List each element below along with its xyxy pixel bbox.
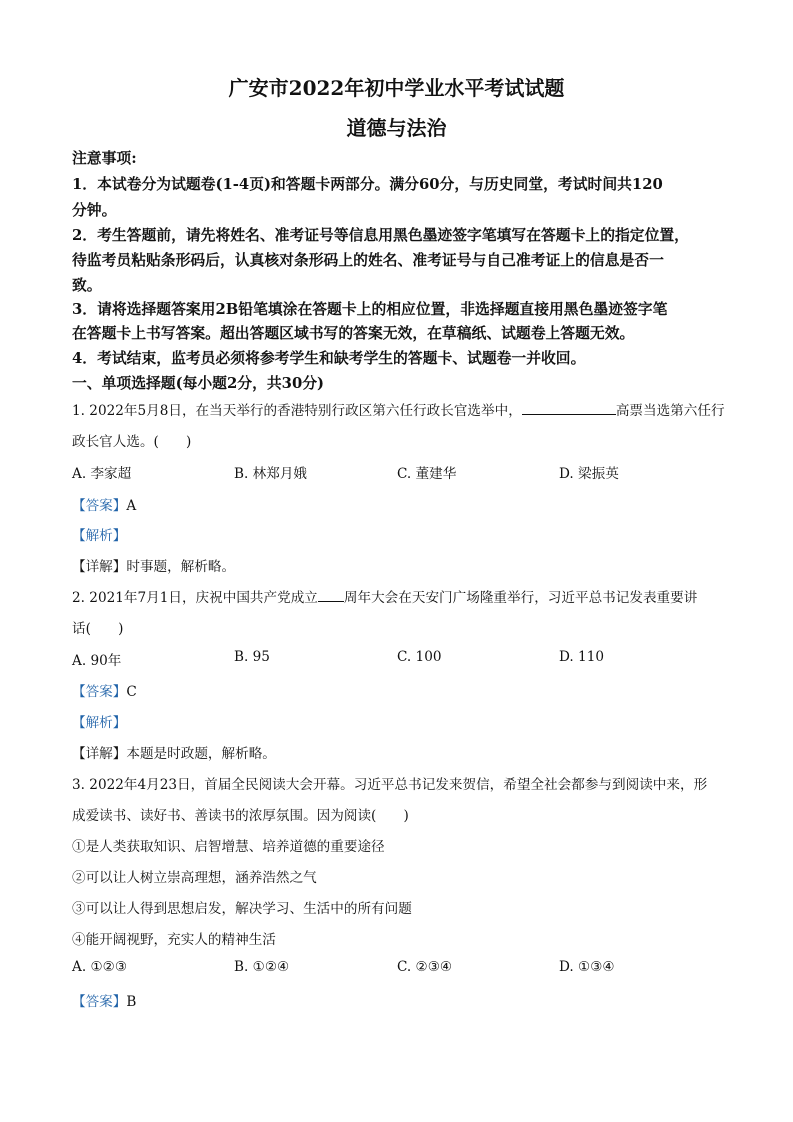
section-heading: 一、单项选择题(每小题2分，共30分): [72, 375, 325, 392]
answer-tag: 【答案】: [72, 994, 127, 1010]
option-b: B. 林郑月娥: [234, 466, 308, 482]
option-a: A. 李家超: [72, 466, 132, 482]
question-3-stem-cont: 成爱读书、读好书、善读书的浓厚氛围。因为阅读( ): [72, 808, 409, 824]
notice-line: 2．考生答题前，请先将姓名、准考证号等信息用黑色墨迹签字笔填写在答题卡上的指定位置，: [72, 227, 689, 244]
detail-tag: 【详解】: [72, 746, 127, 762]
question-2-text: 周年大会在天安门广场隆重举行，习近平总书记发表重要讲: [343, 590, 698, 606]
question-1-text: 高票当选第六任行: [615, 403, 725, 419]
option-c: C. 董建华: [397, 466, 457, 482]
option-a: A. 90年: [72, 653, 122, 669]
answer-line: [72, 990, 136, 1010]
analysis-tag: 【解析】: [72, 528, 127, 544]
detail-text: 本题是时政题，解析略。: [126, 746, 276, 762]
answer-value: C: [126, 684, 137, 700]
detail-line: [72, 742, 276, 762]
statement-item: ④能开阔视野，充实人的精神生活: [72, 932, 276, 948]
detail-tag: 【详解】: [72, 559, 127, 575]
question-2-text: 2. 2021年7月1日，庆祝中国共产党成立: [72, 590, 318, 606]
option-a: A. ①②③: [72, 959, 128, 975]
option-b: B. ①②④: [234, 959, 290, 975]
answer-blank: [318, 589, 344, 602]
statement-item: ①是人类获取知识、启智增慧、培养道德的重要途径: [72, 839, 385, 855]
exam-title: 广安市2022年初中学业水平考试试题: [228, 76, 565, 100]
notice-line: 致。: [72, 277, 102, 294]
question-1-stem-cont: 政长官人选。( ): [72, 434, 192, 450]
subject-title: 道德与法治: [346, 116, 447, 140]
question-1-text: 1. 2022年5月8日，在当天举行的香港特别行政区第六任行政长官选举中，: [72, 403, 522, 419]
answer-tag: 【答案】: [72, 684, 127, 700]
notice-line: 3．请将选择题答案用2B铅笔填涂在答题卡上的相应位置，非选择题直接用黑色墨迹签字笔: [72, 301, 668, 318]
question-1-stem: [72, 399, 725, 419]
option-d: D. 梁振英: [559, 466, 619, 482]
analysis-tag: 【解析】: [72, 715, 127, 731]
question-2-stem-cont: 话( ): [72, 621, 124, 637]
notice-line: 4．考试结束，监考员必须将参考学生和缺考学生的答题卡、试题卷一并收回。: [72, 350, 586, 367]
detail-text: 时事题，解析略。: [126, 559, 236, 575]
option-b: B. 95: [234, 649, 270, 665]
answer-tag: 【答案】: [72, 498, 127, 514]
option-c: C. 100: [397, 649, 442, 665]
question-2-stem: [72, 586, 697, 606]
option-c: C. ②③④: [397, 959, 453, 975]
notice-heading: 注意事项:: [72, 150, 137, 167]
question-3-stem: 3. 2022年4月23日，首届全民阅读大会开幕。习近平总书记发来贺信，希望全社会都参与到阅读中来，形: [72, 777, 708, 793]
answer-blank: [522, 402, 616, 415]
option-d: D. 110: [559, 649, 605, 665]
detail-line: [72, 555, 235, 575]
notice-line: 在答题卡上书写答案。超出答题区域书写的答案无效，在草稿纸、试题卷上答题无效。: [72, 325, 635, 342]
answer-value: A: [126, 498, 137, 514]
answer-value: B: [126, 994, 137, 1010]
notice-line: 1．本试卷分为试题卷(1-4页)和答题卡两部分。满分60分，与历史同堂，考试时间共120: [72, 176, 663, 193]
statement-item: ③可以让人得到思想启发，解决学习、生活中的所有问题: [72, 901, 412, 917]
option-d: D. ①③④: [559, 959, 615, 975]
notice-line: 待监考员粘贴条形码后，认真核对条形码上的姓名、准考证号与自己准考证上的信息是否一: [72, 252, 664, 269]
answer-line: [72, 680, 137, 700]
answer-line: [72, 494, 136, 514]
statement-item: ②可以让人树立崇高理想，涵养浩然之气: [72, 870, 317, 886]
notice-line: 分钟。: [72, 202, 117, 219]
